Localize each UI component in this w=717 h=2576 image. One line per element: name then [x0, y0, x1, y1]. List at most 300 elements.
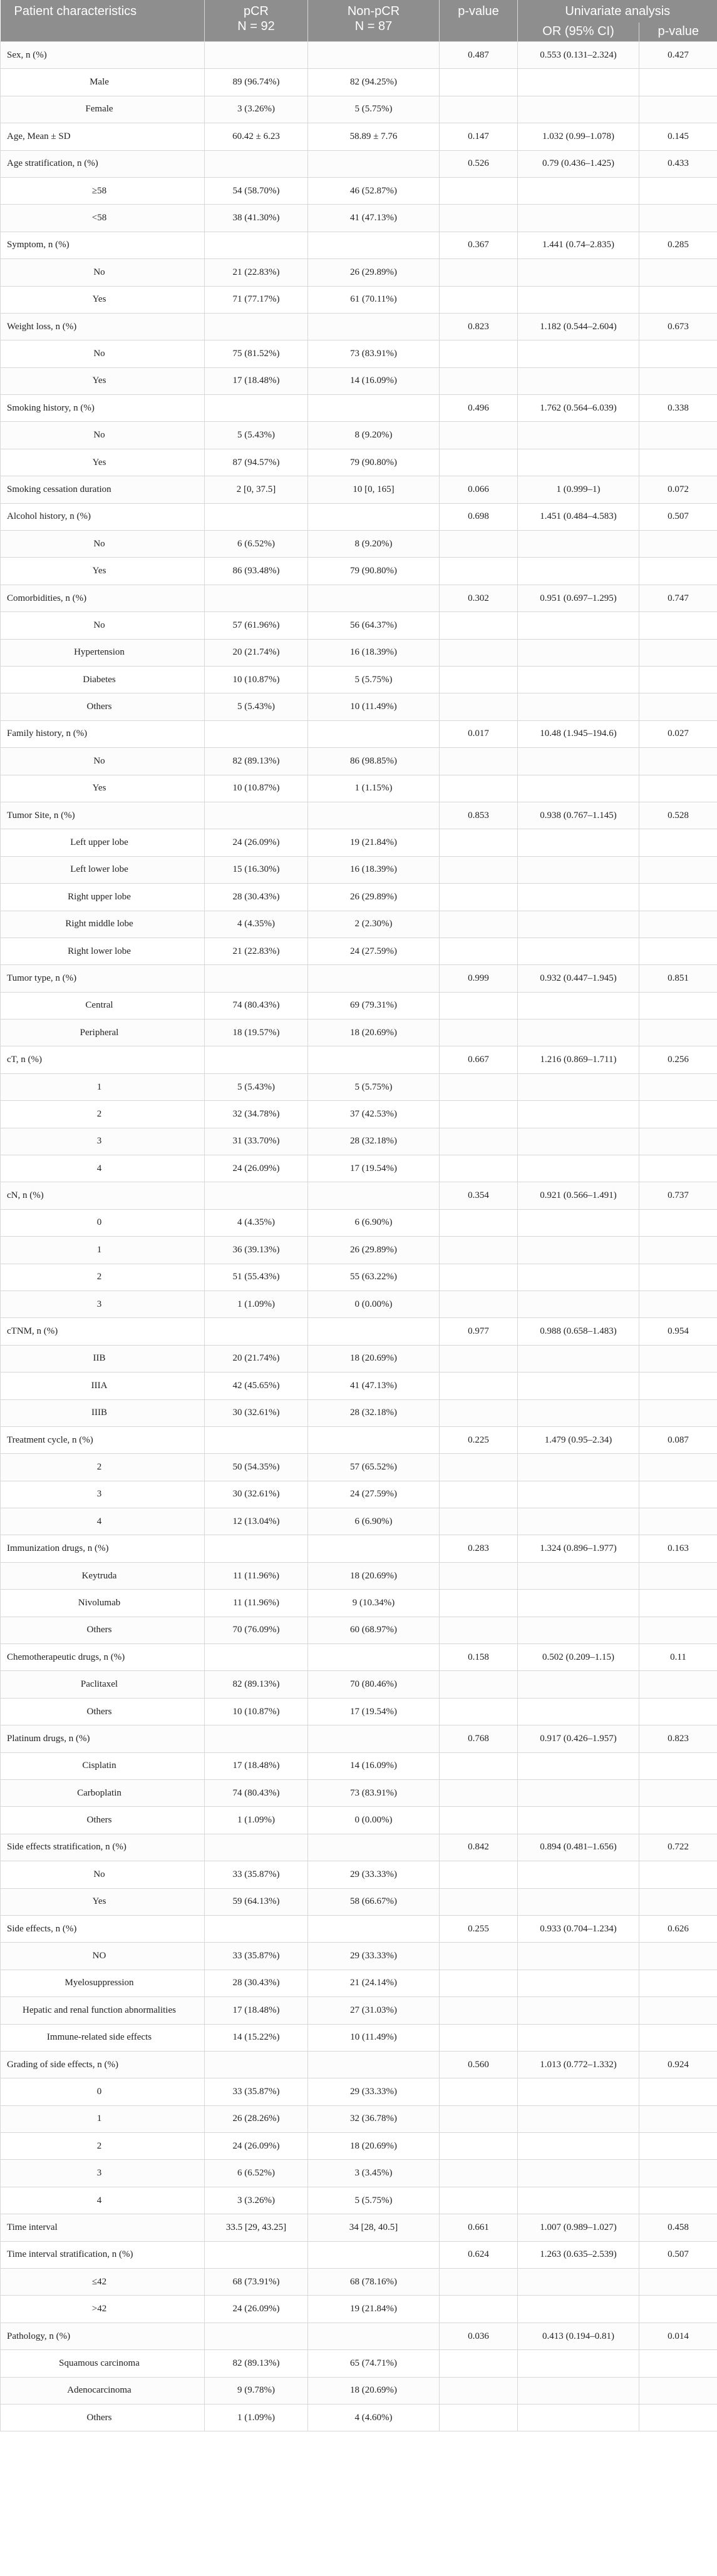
cell-non-pcr — [308, 1182, 440, 1209]
table-row-subcategory — [1, 2404, 717, 2431]
cell-non-pcr — [308, 720, 440, 747]
cell-or-ci: 0.894 (0.481–1.656) — [518, 1834, 639, 1861]
cell-pcr — [205, 232, 308, 258]
cell-univariate-p-value — [639, 1399, 717, 1426]
cell-characteristic: Family history, n (%) — [1, 720, 205, 747]
cell-characteristic: 4 — [1, 1508, 205, 1535]
table-row-subcategory — [1, 205, 717, 232]
cell-p-value — [440, 666, 518, 693]
cell-non-pcr — [308, 1915, 440, 1942]
cell-univariate-p-value — [639, 449, 717, 476]
cell-univariate-p-value — [639, 1752, 717, 1779]
cell-or-ci — [518, 96, 639, 123]
cell-characteristic: 2 — [1, 1454, 205, 1481]
cell-pcr: 71 (77.17%) — [205, 286, 308, 313]
table-row-subcategory — [1, 1237, 717, 1264]
cell-univariate-p-value — [639, 2404, 717, 2431]
table-row-subcategory — [1, 1617, 717, 1643]
cell-characteristic: Weight loss, n (%) — [1, 313, 205, 340]
cell-p-value — [440, 2024, 518, 2051]
cell-characteristic: Yes — [1, 1888, 205, 1915]
cell-univariate-p-value: 0.027 — [639, 720, 717, 747]
cell-non-pcr: 16 (18.39%) — [308, 639, 440, 666]
table-row-variable — [1, 1834, 717, 1861]
table-row-subcategory — [1, 911, 717, 938]
cell-non-pcr — [308, 395, 440, 422]
table-row-subcategory — [1, 2160, 717, 2187]
cell-univariate-p-value — [639, 1155, 717, 1182]
table-row-subcategory — [1, 1128, 717, 1155]
cell-characteristic: Immunization drugs, n (%) — [1, 1535, 205, 1562]
cell-p-value — [440, 1372, 518, 1399]
cell-p-value: 0.354 — [440, 1182, 518, 1209]
cell-or-ci — [518, 1752, 639, 1779]
cell-pcr: 2 [0, 37.5] — [205, 476, 308, 503]
cell-pcr: 9 (9.78%) — [205, 2377, 308, 2404]
table-row-variable — [1, 2214, 717, 2241]
table-row-variable — [1, 1318, 717, 1345]
cell-p-value — [440, 992, 518, 1019]
cell-characteristic: Others — [1, 693, 205, 720]
cell-characteristic: Others — [1, 2404, 205, 2431]
cell-or-ci: 0.413 (0.194–0.81) — [518, 2323, 639, 2349]
cell-non-pcr: 5 (5.75%) — [308, 666, 440, 693]
cell-characteristic: Tumor type, n (%) — [1, 965, 205, 992]
cell-p-value: 0.496 — [440, 395, 518, 422]
table-row-subcategory — [1, 286, 717, 313]
cell-or-ci — [518, 422, 639, 449]
table-row-variable — [1, 802, 717, 829]
cell-characteristic: IIIB — [1, 1399, 205, 1426]
cell-univariate-p-value — [639, 69, 717, 96]
cell-characteristic: ≥58 — [1, 177, 205, 204]
cell-characteristic: Hepatic and renal function abnormalities — [1, 1997, 205, 2024]
cell-p-value — [440, 884, 518, 911]
table-row-subcategory — [1, 1970, 717, 1996]
cell-or-ci — [518, 911, 639, 938]
table-row-subcategory — [1, 1562, 717, 1589]
cell-pcr — [205, 2323, 308, 2349]
cell-p-value: 0.367 — [440, 232, 518, 258]
cell-pcr: 31 (33.70%) — [205, 1128, 308, 1155]
cell-p-value — [440, 1671, 518, 1698]
cell-non-pcr: 82 (94.25%) — [308, 69, 440, 96]
cell-pcr: 32 (34.78%) — [205, 1101, 308, 1128]
cell-univariate-p-value: 0.673 — [639, 313, 717, 340]
cell-or-ci — [518, 1237, 639, 1264]
cell-non-pcr: 69 (79.31%) — [308, 992, 440, 1019]
cell-non-pcr — [308, 1318, 440, 1345]
cell-or-ci: 0.933 (0.704–1.234) — [518, 1915, 639, 1942]
cell-p-value — [440, 693, 518, 720]
cell-non-pcr — [308, 965, 440, 992]
cell-characteristic: 3 — [1, 2160, 205, 2187]
cell-pcr: 68 (73.91%) — [205, 2269, 308, 2296]
cell-characteristic: Left lower lobe — [1, 856, 205, 883]
table-row-subcategory — [1, 1454, 717, 1481]
cell-non-pcr: 79 (90.80%) — [308, 449, 440, 476]
cell-univariate-p-value — [639, 2269, 717, 2296]
cell-univariate-p-value — [639, 1454, 717, 1481]
cell-non-pcr: 3 (3.45%) — [308, 2160, 440, 2187]
table-row-variable — [1, 1644, 717, 1671]
cell-characteristic: cT, n (%) — [1, 1046, 205, 1073]
cell-or-ci — [518, 2024, 639, 2051]
cell-p-value — [440, 829, 518, 856]
cell-or-ci: 1.032 (0.99–1.078) — [518, 123, 639, 150]
cell-pcr: 5 (5.43%) — [205, 1073, 308, 1100]
cell-non-pcr: 24 (27.59%) — [308, 1481, 440, 1508]
cell-or-ci — [518, 2377, 639, 2404]
cell-non-pcr: 6 (6.90%) — [308, 1508, 440, 1535]
cell-non-pcr: 8 (9.20%) — [308, 531, 440, 558]
cell-non-pcr: 57 (65.52%) — [308, 1454, 440, 1481]
cell-univariate-p-value — [639, 1780, 717, 1807]
cell-non-pcr — [308, 2323, 440, 2349]
table-row-subcategory — [1, 612, 717, 639]
cell-non-pcr: 58 (66.67%) — [308, 1888, 440, 1915]
cell-p-value — [440, 1237, 518, 1264]
cell-or-ci — [518, 177, 639, 204]
cell-characteristic: Age stratification, n (%) — [1, 150, 205, 177]
cell-p-value — [440, 1861, 518, 1888]
cell-p-value — [440, 2187, 518, 2214]
table-row-subcategory — [1, 1943, 717, 1970]
table-row-subcategory — [1, 1590, 717, 1617]
cell-pcr: 4 (4.35%) — [205, 911, 308, 938]
cell-pcr: 33 (35.87%) — [205, 1861, 308, 1888]
table-row-subcategory — [1, 775, 717, 802]
cell-non-pcr: 27 (31.03%) — [308, 1997, 440, 2024]
cell-non-pcr: 9 (10.34%) — [308, 1590, 440, 1617]
cell-characteristic: Yes — [1, 449, 205, 476]
cell-univariate-p-value — [639, 286, 717, 313]
cell-p-value — [440, 1562, 518, 1589]
table-row-subcategory — [1, 1481, 717, 1508]
cell-p-value: 0.853 — [440, 802, 518, 829]
cell-or-ci — [518, 1101, 639, 1128]
cell-non-pcr — [308, 2051, 440, 2078]
cell-univariate-p-value — [639, 1590, 717, 1617]
cell-or-ci — [518, 1970, 639, 1996]
table-row-subcategory — [1, 1807, 717, 1834]
cell-non-pcr — [308, 1644, 440, 1671]
cell-univariate-p-value — [639, 259, 717, 286]
cell-univariate-p-value — [639, 1209, 717, 1236]
cell-pcr: 14 (15.22%) — [205, 2024, 308, 2051]
cell-pcr: 10 (10.87%) — [205, 1698, 308, 1725]
cell-non-pcr — [308, 232, 440, 258]
cell-characteristic: Alcohol history, n (%) — [1, 503, 205, 530]
cell-univariate-p-value — [639, 422, 717, 449]
table-row-subcategory — [1, 1372, 717, 1399]
cell-univariate-p-value: 0.851 — [639, 965, 717, 992]
cell-non-pcr: 0 (0.00%) — [308, 1291, 440, 1317]
cell-pcr: 10 (10.87%) — [205, 666, 308, 693]
table-row-subcategory — [1, 2269, 717, 2296]
cell-or-ci — [518, 2078, 639, 2105]
cell-univariate-p-value — [639, 992, 717, 1019]
cell-p-value — [440, 1807, 518, 1834]
cell-or-ci: 0.79 (0.436–1.425) — [518, 150, 639, 177]
table-row-variable — [1, 1535, 717, 1562]
table-row-subcategory — [1, 666, 717, 693]
cell-characteristic: Smoking history, n (%) — [1, 395, 205, 422]
header-pcr: pCR N = 92 — [205, 0, 308, 42]
cell-p-value — [440, 1264, 518, 1291]
cell-non-pcr: 73 (83.91%) — [308, 340, 440, 367]
cell-pcr: 33 (35.87%) — [205, 2078, 308, 2105]
cell-p-value — [440, 367, 518, 394]
cell-p-value — [440, 856, 518, 883]
cell-or-ci — [518, 1128, 639, 1155]
cell-non-pcr: 18 (20.69%) — [308, 1020, 440, 1046]
cell-pcr — [205, 1046, 308, 1073]
table-row-variable — [1, 585, 717, 611]
table-row-subcategory — [1, 2024, 717, 2051]
cell-or-ci: 1.479 (0.95–2.34) — [518, 1426, 639, 1453]
cell-p-value — [440, 1481, 518, 1508]
cell-characteristic: Right lower lobe — [1, 938, 205, 964]
cell-univariate-p-value: 0.087 — [639, 1426, 717, 1453]
table-row-subcategory — [1, 639, 717, 666]
cell-univariate-p-value: 0.014 — [639, 2323, 717, 2349]
table-row-variable — [1, 965, 717, 992]
table-row-subcategory — [1, 2296, 717, 2323]
cell-p-value — [440, 1997, 518, 2024]
cell-characteristic: Myelosuppression — [1, 1970, 205, 1996]
cell-p-value — [440, 1209, 518, 1236]
cell-non-pcr: 73 (83.91%) — [308, 1780, 440, 1807]
table-row-variable — [1, 2323, 717, 2349]
cell-p-value — [440, 911, 518, 938]
cell-univariate-p-value — [639, 205, 717, 232]
table-row-variable — [1, 2241, 717, 2268]
cell-or-ci: 0.988 (0.658–1.483) — [518, 1318, 639, 1345]
table-row-subcategory — [1, 340, 717, 367]
cell-univariate-p-value — [639, 666, 717, 693]
cell-univariate-p-value — [639, 177, 717, 204]
cell-univariate-p-value — [639, 2024, 717, 2051]
cell-p-value — [440, 1073, 518, 1100]
cell-or-ci — [518, 531, 639, 558]
cell-non-pcr: 18 (20.69%) — [308, 1345, 440, 1372]
cell-p-value — [440, 2377, 518, 2404]
cell-or-ci — [518, 612, 639, 639]
cell-pcr: 1 (1.09%) — [205, 2404, 308, 2431]
cell-univariate-p-value — [639, 1291, 717, 1317]
table-row-subcategory — [1, 1888, 717, 1915]
cell-pcr: 50 (54.35%) — [205, 1454, 308, 1481]
cell-or-ci — [518, 1671, 639, 1698]
cell-pcr: 17 (18.48%) — [205, 367, 308, 394]
cell-or-ci — [518, 2160, 639, 2187]
cell-characteristic: Time interval stratification, n (%) — [1, 2241, 205, 2268]
table-row-subcategory — [1, 1209, 717, 1236]
cell-characteristic: cN, n (%) — [1, 1182, 205, 1209]
cell-univariate-p-value: 0.072 — [639, 476, 717, 503]
cell-or-ci — [518, 1454, 639, 1481]
cell-p-value — [440, 69, 518, 96]
cell-non-pcr: 5 (5.75%) — [308, 96, 440, 123]
cell-non-pcr: 29 (33.33%) — [308, 1943, 440, 1970]
cell-or-ci — [518, 1888, 639, 1915]
cell-non-pcr: 55 (63.22%) — [308, 1264, 440, 1291]
cell-p-value — [440, 449, 518, 476]
cell-pcr — [205, 150, 308, 177]
cell-or-ci — [518, 286, 639, 313]
cell-pcr: 75 (81.52%) — [205, 340, 308, 367]
table-row-variable — [1, 476, 717, 503]
cell-pcr — [205, 1915, 308, 1942]
cell-p-value — [440, 1345, 518, 1372]
cell-or-ci: 0.917 (0.426–1.957) — [518, 1725, 639, 1752]
table-row-subcategory — [1, 2078, 717, 2105]
cell-p-value — [440, 340, 518, 367]
cell-or-ci — [518, 2187, 639, 2214]
cell-p-value — [440, 1155, 518, 1182]
header-univariate-p-value: p-value — [639, 23, 717, 42]
cell-or-ci: 1.007 (0.989–1.027) — [518, 2214, 639, 2241]
cell-or-ci: 1.216 (0.869–1.711) — [518, 1046, 639, 1073]
cell-non-pcr: 14 (16.09%) — [308, 367, 440, 394]
table-row-subcategory — [1, 1861, 717, 1888]
cell-pcr: 15 (16.30%) — [205, 856, 308, 883]
cell-pcr — [205, 1426, 308, 1453]
cell-pcr: 11 (11.96%) — [205, 1562, 308, 1589]
cell-univariate-p-value — [639, 1372, 717, 1399]
cell-univariate-p-value: 0.954 — [639, 1318, 717, 1345]
cell-or-ci — [518, 884, 639, 911]
cell-non-pcr: 1 (1.15%) — [308, 775, 440, 802]
table-row-subcategory — [1, 1101, 717, 1128]
cell-univariate-p-value — [639, 558, 717, 585]
table-row-subcategory — [1, 884, 717, 911]
cell-or-ci — [518, 1943, 639, 1970]
header-non-pcr: Non-pCR N = 87 — [308, 0, 440, 42]
cell-characteristic: Right upper lobe — [1, 884, 205, 911]
cell-non-pcr: 29 (33.33%) — [308, 1861, 440, 1888]
cell-p-value — [440, 422, 518, 449]
table-row-variable — [1, 313, 717, 340]
cell-univariate-p-value: 0.507 — [639, 503, 717, 530]
cell-pcr: 54 (58.70%) — [205, 177, 308, 204]
cell-pcr — [205, 503, 308, 530]
cell-or-ci — [518, 1399, 639, 1426]
table-row-subcategory — [1, 1264, 717, 1291]
cell-univariate-p-value — [639, 2160, 717, 2187]
cell-characteristic: Side effects stratification, n (%) — [1, 1834, 205, 1861]
cell-p-value: 0.066 — [440, 476, 518, 503]
cell-non-pcr: 17 (19.54%) — [308, 1155, 440, 1182]
table-header — [1, 0, 717, 42]
cell-characteristic: Squamous carcinoma — [1, 2350, 205, 2377]
cell-pcr: 74 (80.43%) — [205, 1780, 308, 1807]
cell-or-ci — [518, 1209, 639, 1236]
cell-non-pcr — [308, 150, 440, 177]
table-row-variable — [1, 1182, 717, 1209]
cell-characteristic: Left upper lobe — [1, 829, 205, 856]
cell-univariate-p-value — [639, 1562, 717, 1589]
cell-characteristic: NO — [1, 1943, 205, 1970]
cell-univariate-p-value — [639, 2187, 717, 2214]
cell-characteristic: No — [1, 259, 205, 286]
cell-p-value — [440, 1291, 518, 1317]
cell-univariate-p-value — [639, 1508, 717, 1535]
cell-pcr — [205, 802, 308, 829]
cell-p-value — [440, 1970, 518, 1996]
table-row-subcategory — [1, 856, 717, 883]
cell-non-pcr: 24 (27.59%) — [308, 938, 440, 964]
cell-univariate-p-value: 0.11 — [639, 1644, 717, 1671]
cell-characteristic: IIB — [1, 1345, 205, 1372]
cell-or-ci — [518, 748, 639, 775]
cell-p-value: 0.017 — [440, 720, 518, 747]
table-row-subcategory — [1, 2377, 717, 2404]
cell-characteristic: Others — [1, 1617, 205, 1643]
cell-characteristic: 1 — [1, 1237, 205, 1264]
cell-p-value — [440, 1590, 518, 1617]
cell-or-ci — [518, 205, 639, 232]
cell-p-value — [440, 2105, 518, 2132]
cell-univariate-p-value — [639, 96, 717, 123]
cell-pcr: 20 (21.74%) — [205, 639, 308, 666]
cell-pcr: 5 (5.43%) — [205, 693, 308, 720]
cell-p-value — [440, 748, 518, 775]
cell-pcr: 5 (5.43%) — [205, 422, 308, 449]
cell-p-value — [440, 938, 518, 964]
cell-pcr: 57 (61.96%) — [205, 612, 308, 639]
cell-pcr — [205, 1725, 308, 1752]
cell-p-value — [440, 286, 518, 313]
cell-pcr: 28 (30.43%) — [205, 884, 308, 911]
cell-p-value: 0.283 — [440, 1535, 518, 1562]
cell-pcr: 1 (1.09%) — [205, 1807, 308, 1834]
cell-characteristic: Chemotherapeutic drugs, n (%) — [1, 1644, 205, 1671]
cell-pcr: 6 (6.52%) — [205, 531, 308, 558]
cell-univariate-p-value — [639, 1345, 717, 1372]
cell-or-ci — [518, 2350, 639, 2377]
cell-p-value — [440, 1780, 518, 1807]
cell-or-ci — [518, 2269, 639, 2296]
cell-non-pcr — [308, 503, 440, 530]
cell-characteristic: Adenocarcinoma — [1, 2377, 205, 2404]
cell-characteristic: ≤42 — [1, 2269, 205, 2296]
cell-p-value — [440, 1454, 518, 1481]
cell-non-pcr: 2 (2.30%) — [308, 911, 440, 938]
cell-characteristic: Diabetes — [1, 666, 205, 693]
cell-univariate-p-value — [639, 1237, 717, 1264]
cell-or-ci — [518, 1590, 639, 1617]
table-row-variable — [1, 1915, 717, 1942]
cell-pcr: 21 (22.83%) — [205, 259, 308, 286]
table-row-subcategory — [1, 1291, 717, 1317]
cell-univariate-p-value — [639, 1671, 717, 1698]
cell-characteristic: No — [1, 1861, 205, 1888]
table-row-variable — [1, 42, 717, 69]
cell-or-ci — [518, 829, 639, 856]
cell-univariate-p-value — [639, 1101, 717, 1128]
cell-characteristic: Yes — [1, 286, 205, 313]
cell-or-ci — [518, 1020, 639, 1046]
table-body — [1, 42, 717, 2431]
cell-p-value — [440, 177, 518, 204]
cell-characteristic: No — [1, 612, 205, 639]
cell-pcr: 33.5 [29, 43.25] — [205, 2214, 308, 2241]
cell-non-pcr: 21 (24.14%) — [308, 1970, 440, 1996]
cell-p-value: 0.999 — [440, 965, 518, 992]
cell-p-value — [440, 96, 518, 123]
